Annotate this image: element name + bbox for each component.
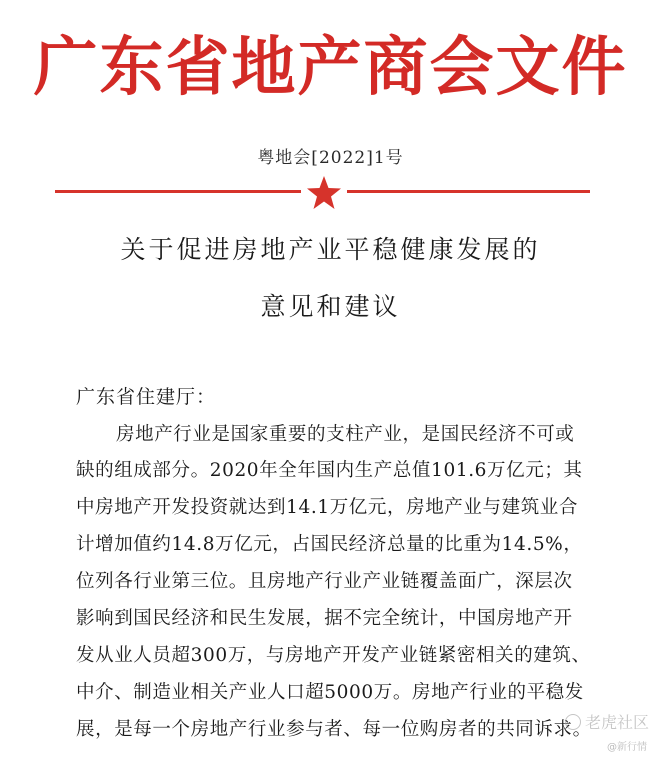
body-line: 中介、制造业相关产业人口超5000万。房地产行业的平稳发 — [76, 682, 584, 703]
header-divider-left — [55, 190, 301, 193]
body-line: 影响到国民经济和民生发展，据不完全统计，中国房地产开 — [76, 608, 573, 629]
document-number: 粤地会[2022]1号 — [257, 148, 404, 168]
body-line: 计增加值约14.8万亿元，占国民经济总量的比重为14.5%， — [76, 534, 583, 555]
star-icon — [305, 174, 343, 212]
watermark — [565, 710, 649, 733]
watermark-logo-icon — [565, 714, 581, 730]
header-divider-right — [347, 190, 590, 193]
body-line: 位列各行业第三位。且房地产行业产业链覆盖面广，深层次 — [76, 571, 573, 592]
subject-title-line-1: 关于促进房地产业平稳健康发展的 — [120, 235, 541, 264]
watermark-text: 老虎社区 — [584, 713, 649, 732]
body-line: 房地产行业是国家重要的支柱产业，是国民经济不可或 — [116, 424, 575, 445]
body-line: 发从业人员超300万，与房地产开发产业链紧密相关的建筑、 — [76, 645, 591, 666]
subject-title-line-2: 意见和建议 — [260, 292, 401, 321]
body-line: 中房地产开发投资就达到14.1万亿元，房地产业与建筑业合 — [76, 497, 578, 518]
body-line: 展，是每一个房地产行业参与者、每一位购房者的共同诉求。 — [76, 719, 592, 740]
watermark-subtext: @新行情 — [607, 742, 647, 753]
body-line: 缺的组成部分。2020年全年国内生产总值101.6万亿元；其 — [76, 460, 583, 481]
document-header-title: 广东省地产商会文件 — [33, 30, 628, 105]
recipient: 广东省住建厅： — [76, 386, 217, 408]
